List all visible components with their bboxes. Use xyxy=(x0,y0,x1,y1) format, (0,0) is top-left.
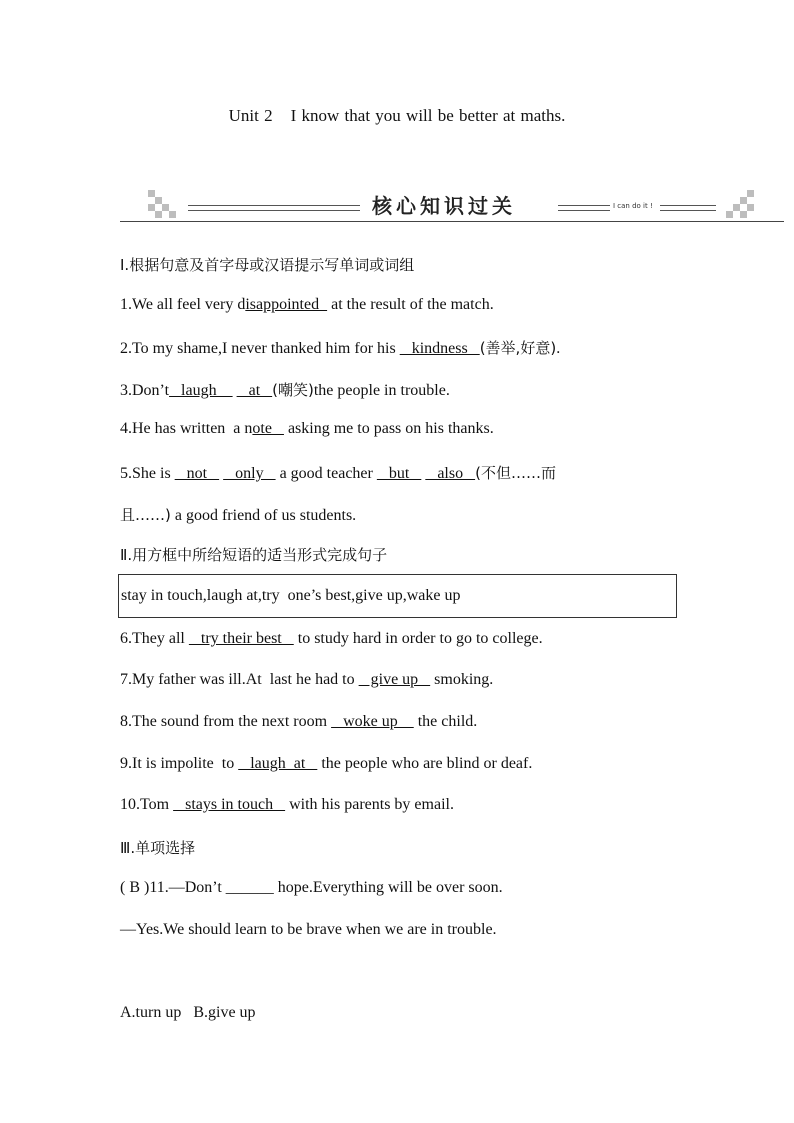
answer-4: ote xyxy=(252,420,284,437)
answer-3a: laugh xyxy=(169,382,233,399)
question-5-continued: 且……) a good friend of us students. xyxy=(120,506,357,524)
divider-left xyxy=(188,205,360,211)
question-6: 6.They all try their best to study hard in order to go to college. xyxy=(120,630,543,647)
answer-5c: but xyxy=(376,465,422,482)
answer-7: give up xyxy=(358,671,431,688)
banner-baseline xyxy=(120,221,784,222)
question-10: 10.Tom stays in touch with his parents by email. xyxy=(120,796,454,813)
divider-right-2 xyxy=(660,205,716,211)
answer-9: laugh at xyxy=(238,755,318,772)
banner-heading: 核心知识过关 xyxy=(372,194,516,218)
checker-ornament-right xyxy=(726,190,754,218)
answer-5b: only xyxy=(223,465,276,482)
question-1: 1.We all feel very disappointed at the result of the match. xyxy=(120,296,494,313)
question-8: 8.The sound from the next room woke up the child. xyxy=(120,713,478,730)
question-11: ( B )11.—Don’t ______ hope.Everything will be over soon. xyxy=(120,879,503,896)
answer-1: isappointed xyxy=(245,296,328,313)
page-title xyxy=(0,106,794,126)
question-9: 9.It is impolite to laugh at the people who are blind or deaf. xyxy=(120,755,533,772)
answer-5d: also xyxy=(425,465,476,482)
phrase-box xyxy=(118,574,677,618)
section-3-header: Ⅲ.单项选择 xyxy=(120,839,196,857)
question-7: 7.My father was ill.At last he had to give up smoking. xyxy=(120,671,494,688)
divider-right xyxy=(558,205,610,211)
answer-5a: not xyxy=(174,465,220,482)
question-5: 5.She is not only a good teacher but also (不但……而 xyxy=(120,464,556,482)
answer-8: woke up xyxy=(331,713,414,730)
section-1-header: Ⅰ.根据句意及首字母或汉语提示写单词或词组 xyxy=(120,256,415,274)
answer-3b: at xyxy=(236,382,273,399)
answer-10: stays in touch xyxy=(173,796,286,813)
question-11-reply: —Yes.We should learn to be brave when we are in trouble. xyxy=(120,921,497,938)
checker-ornament-left xyxy=(148,190,176,218)
question-4: 4.He has written a note asking me to pass on his thanks. xyxy=(120,420,494,437)
answer-2: kindness xyxy=(399,340,480,357)
section-2-header: Ⅱ.用方框中所给短语的适当形式完成句子 xyxy=(120,546,388,564)
section-banner xyxy=(120,186,784,222)
answer-6: try their best xyxy=(188,630,294,647)
unit-label: Unit 2 xyxy=(228,106,273,125)
phrase-list: stay in touch,laugh at,try one’s best,give up,wake up xyxy=(121,587,461,604)
banner-tag: I can do it ! xyxy=(613,202,653,210)
question-2: 2.To my shame,I never thanked him for his kindness (善举,好意). xyxy=(120,339,561,357)
question-11-options: A.turn up B.give up xyxy=(120,1004,256,1021)
unit-title: I know that you will be better at maths. xyxy=(290,106,566,125)
question-3: 3.Don’t laugh at (嘲笑)the people in trouble. xyxy=(120,381,450,399)
